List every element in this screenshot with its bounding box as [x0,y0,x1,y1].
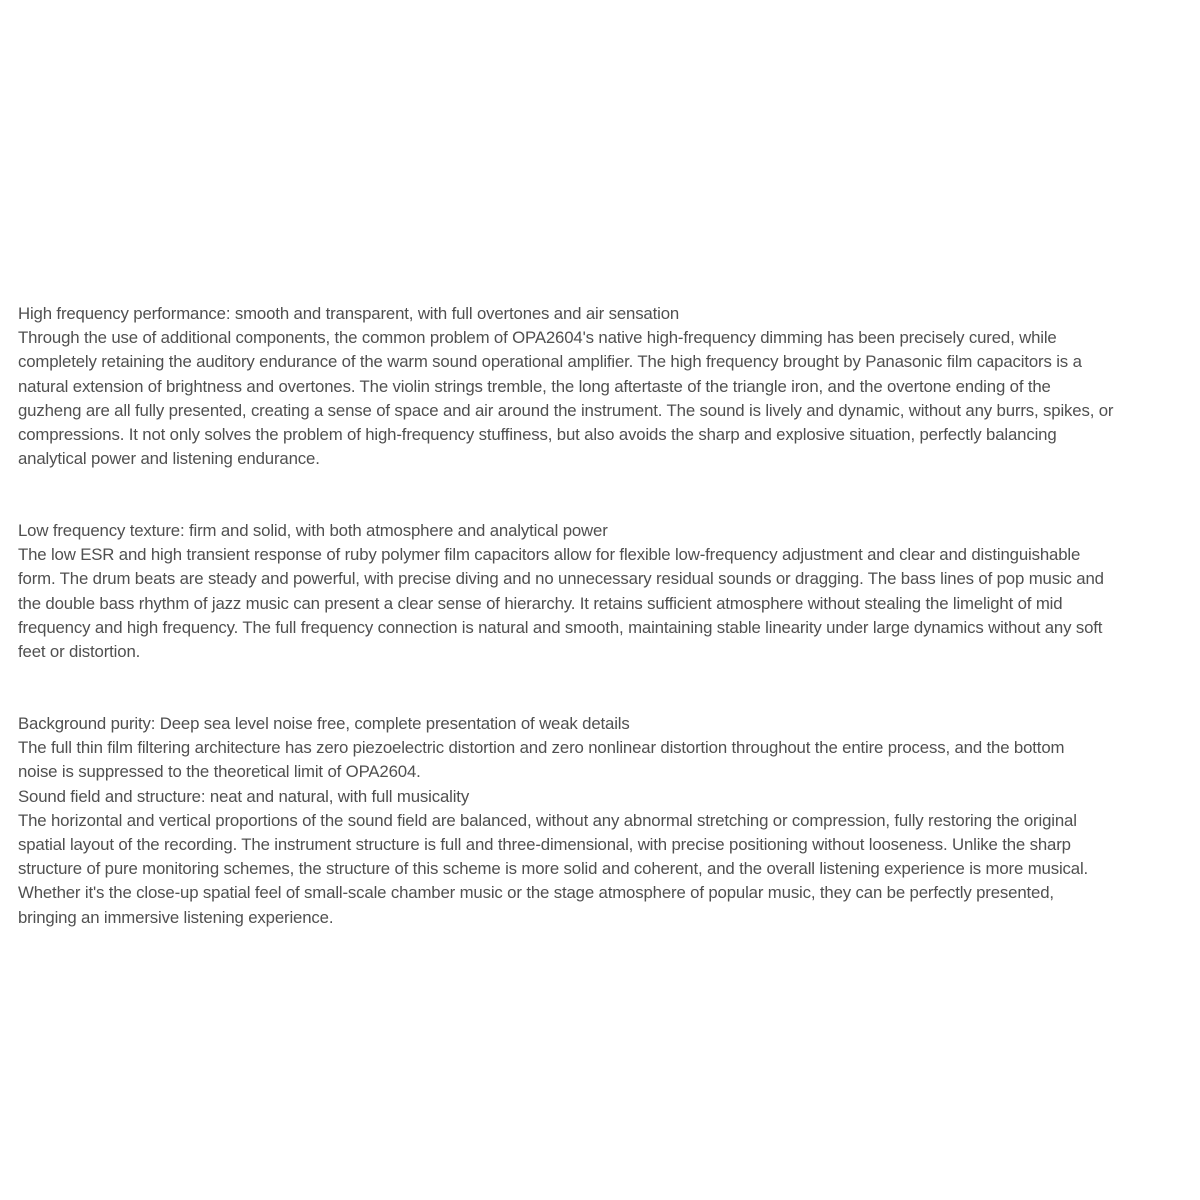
background-purity-heading: Background purity: Deep sea level noise free, complete presentation of weak details [18,714,630,733]
high-frequency-heading: High frequency performance: smooth and transparent, with full overtones and air sensation [18,304,680,323]
background-purity-text-line: The full thin film filtering architecture has zero piezoelectric distortion and zero nonlinear distortion throughout the entire process, and the bottom [18,738,1065,758]
background-purity-section [18,712,1168,930]
sound-field-text-line: spatial layout of the recording. The instrument structure is full and three-dimensional, with precise positioning without looseness. Unlike the sharp [18,835,1071,855]
sound-field-text-line: structure of pure monitoring schemes, the structure of this scheme is more solid and coherent, and the overall listening experience is more musical. [18,859,1089,879]
high-frequency-text-line: Through the use of additional components, the common problem of OPA2604's native high-frequency dimming has been precisely cured, while [18,328,1057,348]
high-frequency-text-line: compressions. It not only solves the problem of high-frequency stuffiness, but also avoids the sharp and explosive situation, perfectly balancing [18,425,1057,445]
sound-field-text-line: The horizontal and vertical proportions of the sound field are balanced, without any abnormal stretching or compression, fully restoring the original [18,810,1077,830]
low-frequency-heading: Low frequency texture: firm and solid, with both atmosphere and analytical power [18,521,608,540]
high-frequency-text-line: guzheng are all fully presented, creating a sense of space and air around the instrument. The sound is lively and dynamic, without any burrs, spikes, or [18,400,1114,420]
low-frequency-section [18,519,1168,664]
low-frequency-text-line: The low ESR and high transient response of ruby polymer film capacitors allow for flexible low-frequency adjustment and clear and distinguishable [18,545,1081,565]
high-frequency-section [18,302,1168,471]
low-frequency-text-line: the double bass rhythm of jazz music can present a clear sense of hierarchy. It retains sufficient atmosphere without stealing the limelight of mid [18,593,1063,613]
low-frequency-text-line: feet or distortion. [18,642,141,662]
low-frequency-text-line: form. The drum beats are steady and powerful, with precise diving and no unnecessary residual sounds or dragging. The bass lines of pop music and [18,569,1104,589]
low-frequency-text-line: frequency and high frequency. The full frequency connection is natural and smooth, maintaining stable linearity under large dynamics without any soft [18,617,1103,637]
high-frequency-text-line: analytical power and listening endurance. [18,449,320,469]
background-purity-text-line: noise is suppressed to the theoretical limit of OPA2604. [18,762,421,782]
sound-field-text-line: bringing an immersive listening experience. [18,907,334,927]
high-frequency-text-line: completely retaining the auditory endurance of the warm sound operational amplifier. The high frequency brought by Panasonic film capacitors is a [18,352,1082,372]
sound-field-heading: Sound field and structure: neat and natural, with full musicality [18,786,470,806]
high-frequency-text-line: natural extension of brightness and overtones. The violin strings tremble, the long aftertaste of the triangle iron, and the overtone ending of the [18,376,1051,396]
sound-field-text-line: Whether it's the close-up spatial feel of small-scale chamber music or the stage atmosphere of popular music, they can be perfectly presented, [18,883,1054,903]
